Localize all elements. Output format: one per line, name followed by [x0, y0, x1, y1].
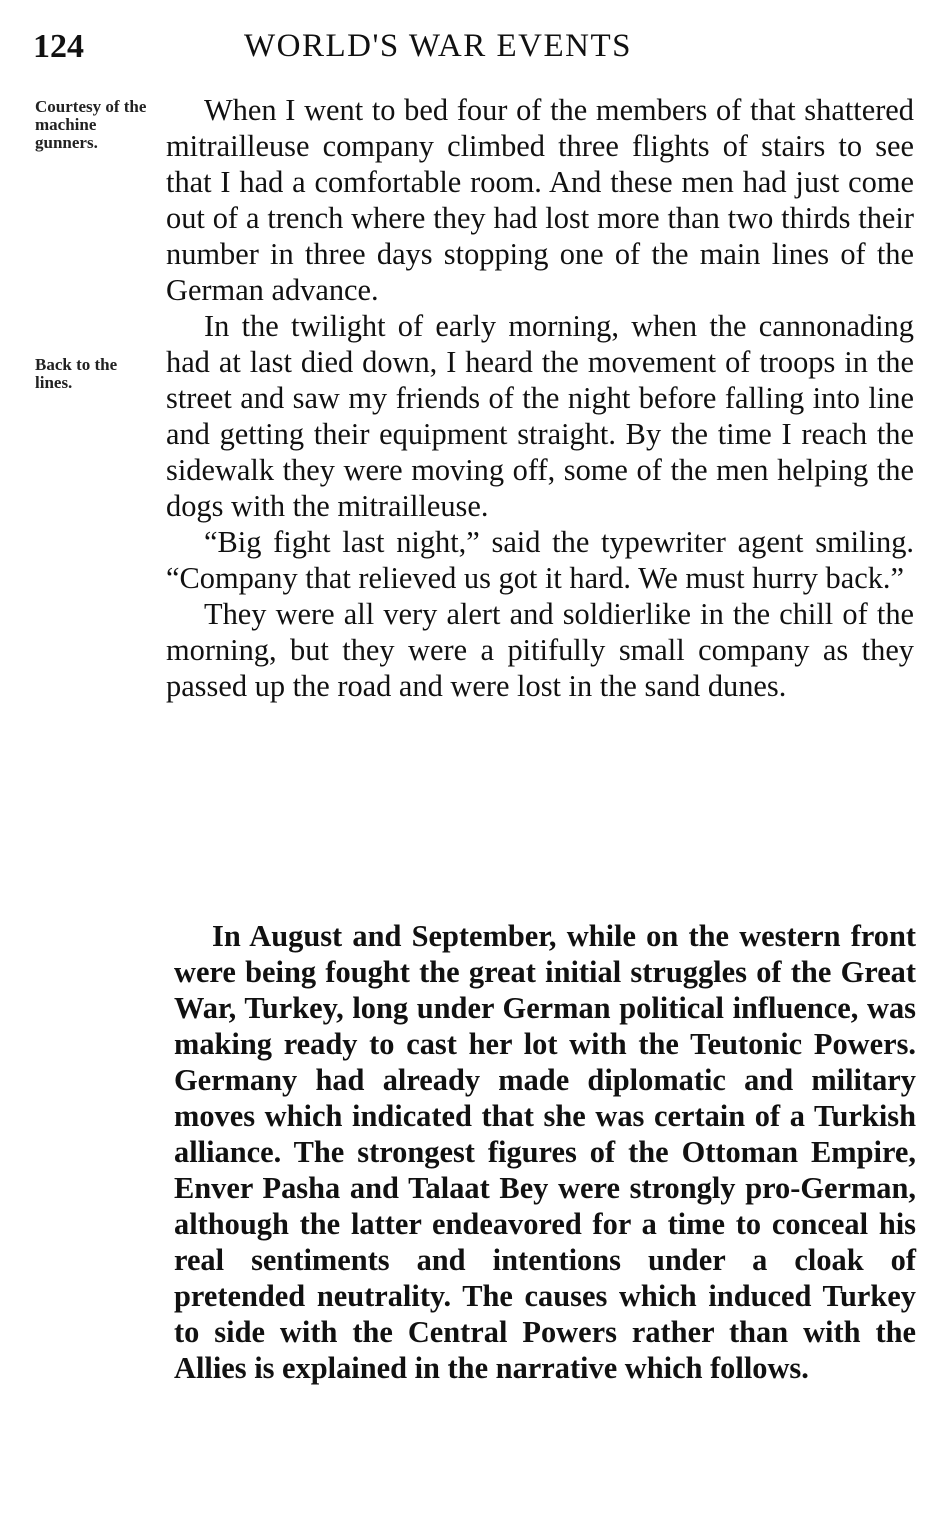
introductory-summary: [174, 918, 916, 1386]
page-number: 124: [33, 28, 84, 65]
running-title: WORLD'S WAR EVENTS: [244, 28, 633, 64]
paragraph-turkey-introduction: In August and September, while on the western front were being fought the great initial struggles of the Great War, Turkey, long under German political influence, was making ready to cast her lot with the Teutonic Powers. Germany had already made diplomatic and military moves which indicated that she was certain of a Turkish alliance. The strongest figures of the Ottoman Empire, Enver Pasha and Talaat Bey were strongly pro-German, although the latter endeavored for a time to conceal his real sentiments and intentions under a cloak of pretended neutrality. The causes which induced Turkey to side with the Central Powers rather than with the Allies is explained in the narrative which follows.: [174, 919, 916, 1385]
narrative-body: [166, 92, 914, 704]
page-header: [0, 22, 950, 72]
paragraph-big-fight: “Big fight last night,” said the typewriter agent smiling. “Company that relieved us got it hard. We must hurry back.”: [166, 525, 914, 595]
paragraph-alert-soldiers: They were all very alert and soldierlike in the chill of the morning, but they were a pitifully small company as they passed up the road and were lost in the sand dunes.: [166, 597, 914, 703]
paragraph-went-to-bed: When I went to bed four of the members of that shattered mitrailleuse company climbed three flights of stairs to see that I had a comfortable room. And these men had just come out of a trench where they had lost more than two thirds their number in three days stopping one of the main lines of the German advance.: [166, 93, 914, 307]
paragraph-twilight: In the twilight of early morning, when the cannonading had at last died down, I heard the movement of troops in the street and saw my friends of the night before falling into line and getting their equipment straight. By the time I reach the sidewalk they were moving off, some of the men helping the dogs with the mitrailleuse.: [166, 309, 914, 523]
margin-note-back-to-lines: Back to the lines.: [35, 355, 118, 392]
margin-note-courtesy: Courtesy of the machine gunners.: [35, 97, 147, 152]
